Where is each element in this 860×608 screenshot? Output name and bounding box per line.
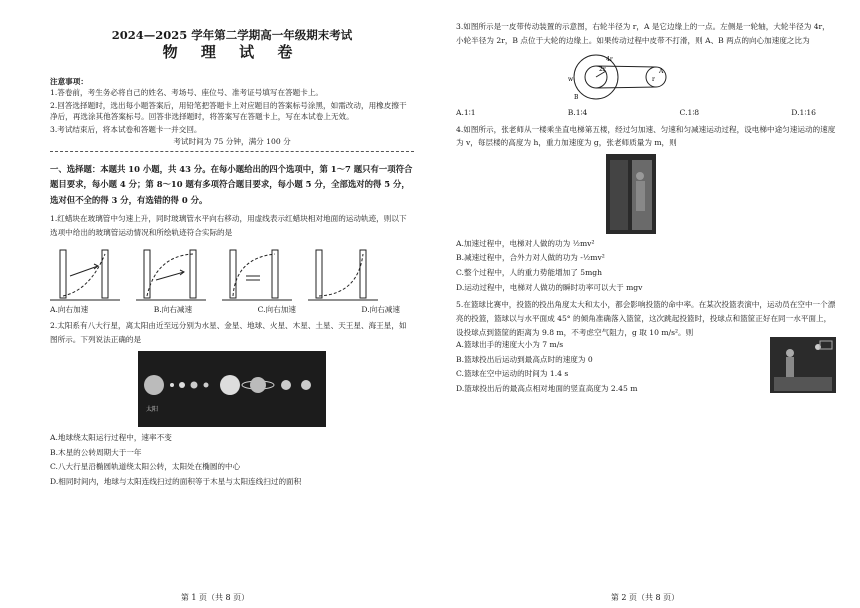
solar-system-figure [50, 351, 414, 429]
question-5-options [456, 341, 836, 392]
note-item: 2.回答选择题时，选出每小题答案后，用铅笔把答题卡上对应题目的答案标号涂黑，如需改动，用橡皮擦干净后，再选涂其他答案标号。回答非选择题时，将答案写在答题卡上，写在本试卷上无效。 [50, 101, 407, 121]
option-d: D.运动过程中，电梯对人做功的瞬时功率可以大于 mgv [456, 282, 643, 292]
section-heading: 一、选择题：本题共 10 小题，共 43 分。在每小题给出的四个选项中，第 1～7 题只有一项符合题目要求，每小题 4 分；第 8～10 题有多项符合题目要求，每小题 5 分，全部选对的得 5 分，选对但不全的得 3 分，有选错的得 0 分。 [50, 163, 413, 205]
option-c: C.篮球在空中运动的时间为 1.4 s [456, 369, 569, 379]
divider [50, 151, 414, 152]
option-a: A.地球绕太阳运行过程中，速率不变 [50, 433, 172, 443]
question-1-stem: 1.红蜡块在玻璃管中匀速上升，同时玻璃管水平向右移动，用虚线表示红蜡块相对地面的运动轨迹，则以下选项中给出的玻璃管运动情况和所绘轨迹符合实际的是 [50, 214, 407, 237]
option-a: A.向右加速 [50, 304, 89, 314]
option-d: D.向右减速 [361, 304, 400, 314]
trajectory-figure-c [222, 246, 292, 304]
question-3-stem: 3.如图所示是一皮带传动装置的示意图，右轮半径为 r，A 是它边缘上的一点。左侧是一轮轴，大轮半径为 4r，小轮半径为 2r，B 点位于大轮的边缘上。如果传动过程中皮带不打滑，则 A、B 两点的向心加速度之比为 [456, 22, 830, 45]
option-b: B.1∶4 [567, 107, 588, 117]
option-a: A.篮球出手的速度大小为 7 m/s [456, 340, 564, 350]
sun-label: 太阳 [146, 405, 159, 413]
exam-subtitle: 物 理 试 卷 [162, 42, 302, 61]
elevator-photo [606, 154, 836, 234]
trajectory-figure-a [50, 246, 120, 304]
elevator-image [606, 154, 656, 234]
question-2-stem: 2.太阳系有八大行星，离太阳由近至远分别为水星、金星、地球、火星、木星、土星、天王星、海王星，如图所示。下列说法正确的是 [50, 321, 407, 344]
option-c: C.整个过程中，人的重力势能增加了 5mgh [456, 268, 603, 277]
question-4-stem: 4.如图所示，张老师从一楼乘坐直电梯第五楼，经过匀加速、匀速和匀减速运动过程，设电梯中途匀速运动的速度为 v，每层楼的高度为 h，重力加速度为 g，张老师质量为 m，则 [456, 124, 836, 148]
option-b: B.木星的公转周期大于一年 [50, 447, 142, 457]
option-a: A.1∶1 [456, 107, 476, 117]
option-c: C.向右加速 [257, 304, 296, 314]
label-4r: 4r [606, 56, 613, 64]
option-c: C.八大行星沿椭圆轨道绕太阳公转，太阳处在椭圆的中心 [50, 462, 241, 472]
exam-time-info: 考试时间为 75 分钟，满分 100 分 [173, 137, 291, 147]
belt-drive-diagram [566, 51, 676, 105]
label-r: r [652, 76, 655, 84]
page-right [430, 0, 860, 608]
option-b: B.篮球投出后运动到最高点时的速度为 0 [456, 354, 593, 364]
option-b: B.向右减速 [153, 304, 193, 314]
page-footer-left: 第 1 页（共 8 页） [180, 593, 250, 602]
label-2r: 2r [599, 66, 606, 74]
question-1-options [50, 306, 414, 314]
option-d: D.1∶16 [791, 107, 816, 117]
trajectory-figure-b [136, 246, 206, 304]
option-b: B.减速过程中，合外力对人做的功为 -½mv² [456, 253, 605, 263]
page-footer-right: 第 2 页（共 8 页） [610, 593, 680, 602]
label-a: A [659, 68, 664, 76]
option-c: C.1∶8 [679, 107, 700, 117]
notes-heading: 注意事项： [50, 76, 88, 86]
exam-title: 2024—2025 学年第二学期高一年级期末考试 [111, 28, 353, 42]
option-d: D.篮球投出后的最高点相对地面的竖直高度为 2.45 m [456, 383, 638, 393]
trajectory-figure-d [308, 246, 378, 304]
question-3-options [456, 109, 836, 117]
solar-system-photo [138, 351, 326, 427]
label-b: B [574, 94, 579, 102]
question-1-figures [50, 246, 414, 304]
note-item: 1.答卷前，考生务必将自己的姓名、考场号、座位号、准考证号填写在答题卡上。 [50, 88, 324, 98]
question-5-stem: 5.在篮球比赛中，投篮的投出角度太大和太小，都会影响投篮的命中率。在某次投篮表演中，运动员在空中一个漂亮的投篮，篮球以与水平面成 45° 的倾角准确落入篮筐，这次跳起投篮时，投球点和篮筐正好在同一水平面上，设投球点到篮筐的距离为 9.8 m，不考虑空气阻力，g 取 10 m/s²。则 [456, 300, 836, 337]
belt-drive-figure [566, 51, 836, 107]
option-a: A.加速过程中，电梯对人做的功为 ½mv² [456, 238, 595, 248]
option-d: D.相同时间内，地球与太阳连线扫过的面积等于木星与太阳连线扫过的面积 [50, 476, 302, 486]
label-w: w [568, 76, 574, 84]
note-item: 3.考试结束后，将本试卷和答题卡一并交回。 [50, 124, 202, 134]
basketball-photo [770, 337, 836, 393]
